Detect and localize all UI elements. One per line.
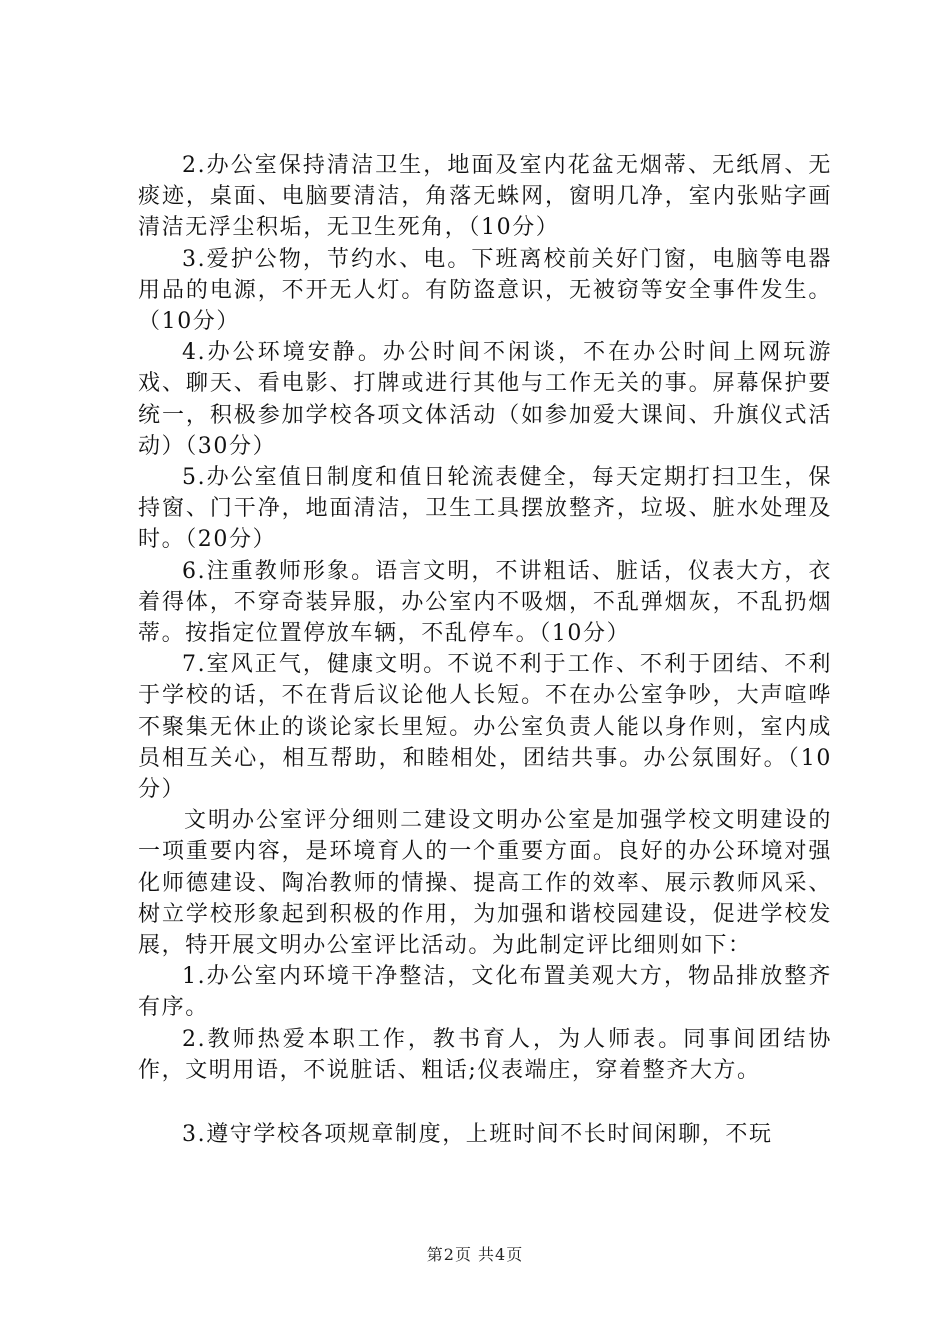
paragraph-spacer xyxy=(138,1086,832,1119)
paragraph-item-5: 5.办公室值日制度和值日轮流表健全，每天定期打扫卫生，保持窗、门干净，地面清洁，卫生工具摆放整齐，垃圾、脏水处理及时。（20分） xyxy=(138,465,832,553)
paragraph-item-3: 3.爱护公物，节约水、电。下班离校前关好门窗，电脑等电器用品的电源，不开无人灯。有防盗意识，无被窃等安全事件发生。（10分） xyxy=(138,246,832,335)
paragraph-item-7: 7.室风正气，健康文明。不说不利于工作、不利于团结、不利于学校的话，不在背后议论他人长短。不在办公室争吵，大声喧哗不聚集无休止的谈论家长里短。办公室负责人能以身作则，室内成员相互关心，相互帮助，和睦相处，团结共事。办公氛围好。（10分） xyxy=(138,652,832,803)
paragraph-rule-1: 1.办公室内环境干净整洁，文化布置美观大方，物品排放整齐有序。 xyxy=(138,964,832,1021)
paragraph-item-4: 4.办公环境安静。办公时间不闲谈，不在办公时间上网玩游戏、聊天、看电影、打牌或进行其他与工作无关的事。屏幕保护要统一，积极参加学校各项文体活动（如参加爱大课间、升旗仪式活动）（30分） xyxy=(138,340,832,459)
paragraph-section-two-intro: 文明办公室评分细则二建设文明办公室是加强学校文明建设的一项重要内容，是环境育人的一个重要方面。良好的办公环境对强化师德建设、陶冶教师的情操、提高工作的效率、展示教师风采、树立学校形象起到积极的作用，为加强和谐校园建设，促进学校发展，特开展文明办公室评比活动。为此制定评比细则如下： xyxy=(138,808,832,959)
paragraph-rule-3: 3.遵守学校各项规章制度，上班时间不长时间闲聊，不玩 xyxy=(182,1122,773,1148)
document-body xyxy=(138,150,832,1150)
paragraph-rule-2: 2.教师热爱本职工作，教书育人，为人师表。同事间团结协作，文明用语，不说脏话、粗话;仪表端庄，穿着整齐大方。 xyxy=(138,1026,832,1083)
page-footer: 第2页 共4页 xyxy=(426,1245,524,1264)
paragraph-item-6: 6.注重教师形象。语言文明，不讲粗话、脏话，仪表大方，衣着得体，不穿奇装异服，办公室内不吸烟，不乱弹烟灰，不乱扔烟蒂。按指定位置停放车辆，不乱停车。（10分） xyxy=(138,558,832,647)
paragraph-item-2: 2.办公室保持清洁卫生，地面及室内花盆无烟蒂、无纸屑、无痰迹，桌面、电脑要清洁，角落无蛛网，窗明几净，室内张贴字画清洁无浮尘积垢，无卫生死角，（10分） xyxy=(138,153,832,241)
